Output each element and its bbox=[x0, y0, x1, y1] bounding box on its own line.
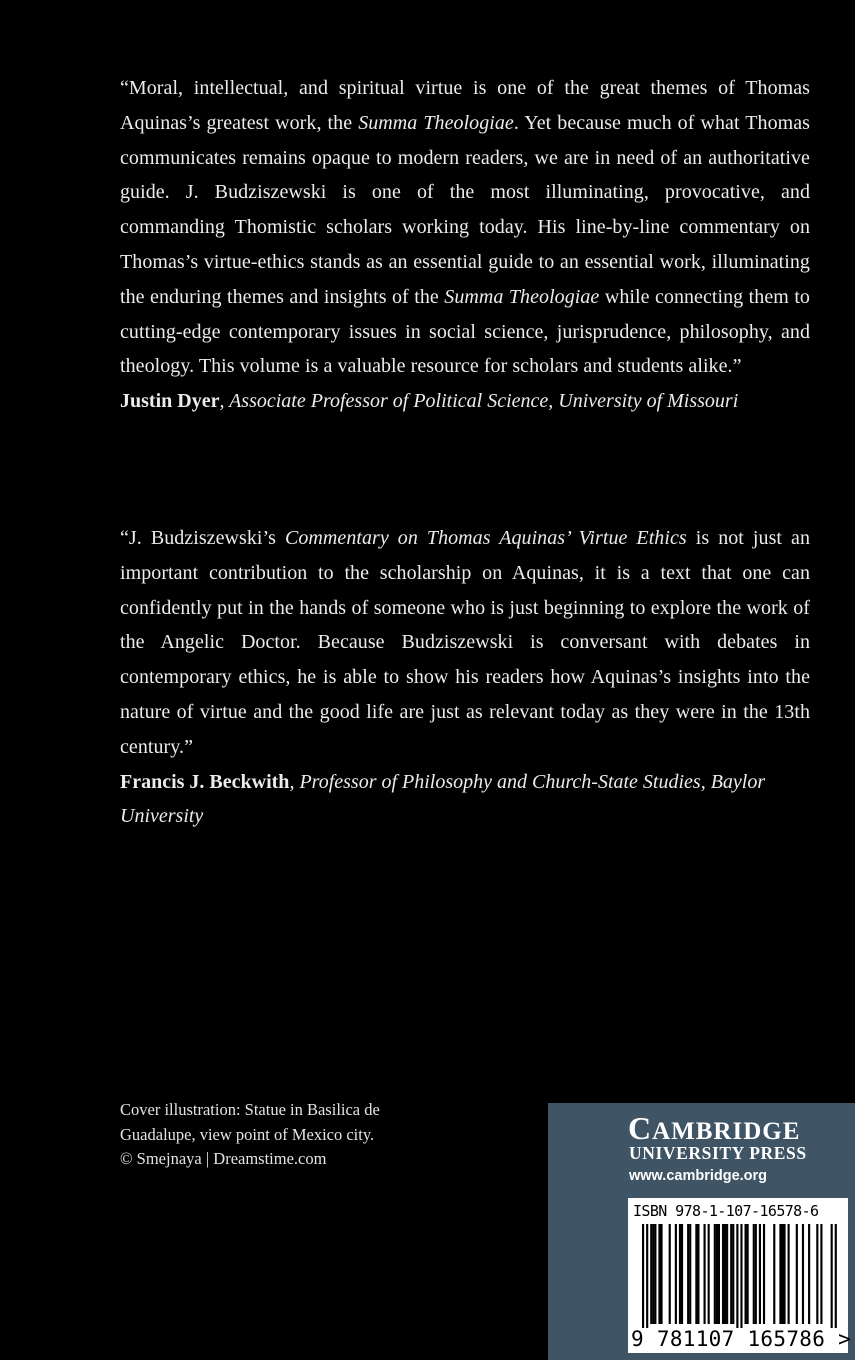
blurb-beckwith-author: Francis J. Beckwith bbox=[120, 770, 290, 793]
barcode-guard-bar bbox=[642, 1224, 644, 1328]
credit-line-2: Guadalupe, view point of Mexico city. bbox=[120, 1124, 375, 1144]
barcode-guard-bar bbox=[831, 1224, 833, 1328]
barcode-bar bbox=[773, 1224, 775, 1324]
barcode-bars bbox=[628, 1224, 848, 1328]
barcode-bar bbox=[708, 1224, 710, 1324]
blurb-beckwith-title: , Professor of Philosophy and Church-State Studies, Baylor University bbox=[120, 770, 766, 828]
barcode-guard-bar bbox=[740, 1224, 742, 1328]
barcode-bar bbox=[669, 1224, 671, 1324]
barcode-bar bbox=[726, 1224, 728, 1324]
barcode-bar bbox=[755, 1224, 757, 1324]
blurb-dyer-author: Justin Dyer bbox=[120, 390, 220, 413]
barcode-bar bbox=[652, 1224, 654, 1324]
barcode-guard-bar bbox=[646, 1224, 648, 1328]
publisher-subtitle: UNIVERSITY PRESS bbox=[629, 1143, 807, 1163]
blurb-dyer-attribution bbox=[120, 384, 810, 419]
blurb-beckwith bbox=[120, 521, 810, 834]
isbn-label: ISBN 978-1-107-16578-6 bbox=[633, 1202, 819, 1220]
barcode-bar bbox=[681, 1224, 683, 1324]
barcode-bar bbox=[689, 1224, 691, 1324]
publisher-url: www.cambridge.org bbox=[629, 1168, 768, 1184]
barcode-bar bbox=[763, 1224, 765, 1324]
barcode-bar bbox=[658, 1224, 660, 1324]
barcode-bar bbox=[747, 1224, 749, 1324]
publisher-panel bbox=[548, 1103, 855, 1360]
barcode-bar bbox=[783, 1224, 785, 1324]
blurb-beckwith-attribution bbox=[120, 765, 810, 835]
barcode-bar bbox=[759, 1224, 761, 1324]
barcode-bar bbox=[802, 1224, 804, 1324]
isbn-barcode bbox=[628, 1198, 852, 1353]
barcode-bar bbox=[697, 1224, 699, 1324]
blurb-dyer-title: , Associate Professor of Political Science, University of Missouri bbox=[219, 390, 739, 413]
publisher-name-rest: AMBRIDGE bbox=[652, 1118, 801, 1145]
barcode-bar bbox=[781, 1224, 783, 1324]
barcode-bar bbox=[679, 1224, 681, 1324]
publisher-name-cap: C bbox=[628, 1110, 653, 1146]
barcode-bar bbox=[732, 1224, 734, 1324]
blurb-beckwith-text: “J. Budziszewski’s Commentary on Thomas Aquinas’ Virtue Ethics is not just an important contribution to the scholarship on Aquinas, it is a text that one can confidently put in the hands of someone who is just beginning to explore the work of the Angelic Doctor. Because Budziszewski is conversant with debates in contemporary ethics, he is able to show his readers how Aquinas’s insights into the nature of virtue and the good life are just as relevant today as they were in the 13th century.” bbox=[120, 527, 810, 758]
barcode-bar bbox=[716, 1224, 718, 1324]
barcode-bar bbox=[675, 1224, 677, 1324]
barcode-bar bbox=[779, 1224, 781, 1324]
barcode-bar bbox=[695, 1224, 697, 1324]
barcode-bar bbox=[714, 1224, 716, 1324]
barcode-bar bbox=[687, 1224, 689, 1324]
barcode-bar bbox=[816, 1224, 818, 1324]
barcode-guard-bar bbox=[835, 1224, 837, 1328]
barcode-guard-bar bbox=[736, 1224, 738, 1328]
barcode-bar bbox=[724, 1224, 726, 1324]
barcode-bar bbox=[745, 1224, 747, 1324]
credit-line-1: Cover illustration: Statue in Basilica de bbox=[120, 1100, 380, 1119]
blurb-dyer bbox=[120, 71, 810, 419]
barcode-bar bbox=[654, 1224, 656, 1324]
barcode-bar bbox=[796, 1224, 798, 1324]
barcode-bar bbox=[722, 1224, 724, 1324]
barcode-bar bbox=[704, 1224, 706, 1324]
barcode-bar bbox=[753, 1224, 755, 1324]
barcode-bar bbox=[718, 1224, 720, 1324]
blurb-dyer-text: “Moral, intellectual, and spiritual virtue is one of the great themes of Thomas Aquinas’s greatest work, the Summa Theologiae. Yet because much of what Thomas communicates remains opaque to modern readers, we are in need of an authoritative guide. J. Budziszewski is one of the most illuminating, provocative, and commanding Thomistic scholars working today. His line-by-line commentary on Thomas’s virtue-ethics stands as an essential guide to an essential work, illuminating the enduring themes and insights of the Summa Theologiae while connecting them to cutting-edge contemporary issues in social science, jurisprudence, philosophy, and theology. This volume is a valuable resource for scholars and students alike.” bbox=[120, 77, 810, 378]
barcode-bar bbox=[820, 1224, 822, 1324]
barcode-bar bbox=[660, 1224, 662, 1324]
credit-line-3: © Smejnaya | Dreamstime.com bbox=[120, 1149, 327, 1168]
barcode-bar bbox=[730, 1224, 732, 1324]
cover-illustration-credit bbox=[120, 1098, 440, 1172]
barcode-digits: 9 781107 165786 > bbox=[631, 1327, 852, 1351]
barcode-bar bbox=[788, 1224, 790, 1324]
barcode-bar bbox=[650, 1224, 652, 1324]
barcode-bar bbox=[808, 1224, 810, 1324]
